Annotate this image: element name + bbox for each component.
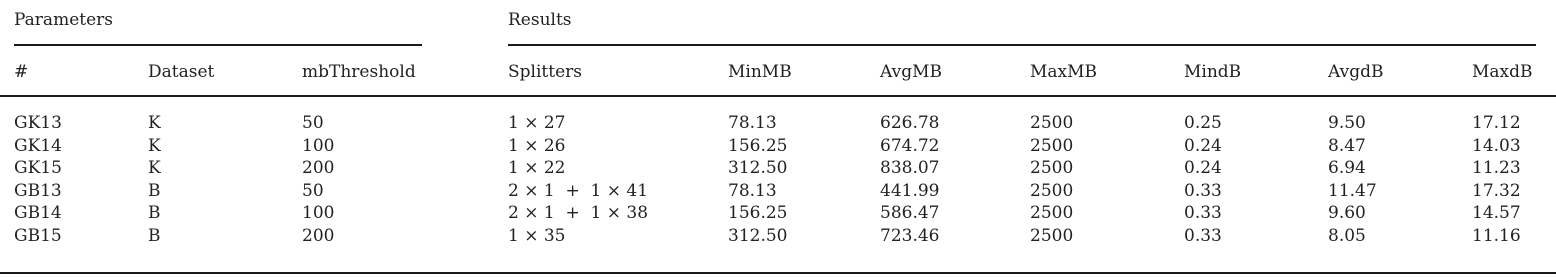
cell-avgmb: 626.78: [880, 113, 940, 133]
cell-avgdb: 11.47: [1328, 180, 1377, 201]
cell-mbthreshold: 200: [302, 226, 335, 246]
col-maxmb-header: MaxMB: [1030, 62, 1098, 82]
cell-id: GB14: [14, 203, 62, 224]
cell-avgdb: 9.60: [1328, 203, 1366, 224]
cell-mindb: 0.33: [1184, 226, 1222, 246]
header-rule: [0, 95, 1556, 97]
results-rule: [508, 44, 1536, 46]
cell-avgdb: 9.50: [1328, 113, 1366, 133]
cell-minmb: 78.13: [728, 180, 777, 201]
cell-mindb: 0.24: [1184, 158, 1222, 179]
cell-dataset: B: [148, 203, 161, 224]
cell-avgmb: 674.72: [880, 135, 940, 156]
cell-maxdb: 17.12: [1472, 113, 1521, 133]
cell-minmb: 312.50: [728, 158, 788, 179]
cell-mbthreshold: 100: [302, 135, 335, 156]
cell-minmb: 78.13: [728, 113, 777, 133]
cell-id: GK13: [14, 113, 62, 133]
cell-avgmb: 441.99: [880, 180, 940, 201]
cell-mindb: 0.33: [1184, 180, 1222, 201]
cell-id: GK15: [14, 158, 62, 179]
column-header-row: [0, 61, 1556, 83]
cell-minmb: 312.50: [728, 226, 788, 246]
col-minmb-header: MinMB: [728, 62, 792, 82]
table-row: [0, 180, 1556, 202]
cell-maxdb: 14.03: [1472, 135, 1521, 156]
cell-avgmb: 723.46: [880, 226, 940, 246]
cell-dataset: K: [148, 158, 161, 179]
parameters-rule: [14, 44, 422, 46]
cell-avgmb: 586.47: [880, 203, 940, 224]
cell-maxmb: 2500: [1030, 158, 1074, 179]
cell-minmb: 156.25: [728, 135, 788, 156]
cell-maxmb: 2500: [1030, 180, 1074, 201]
table-row: [0, 112, 1556, 134]
cell-mindb: 0.24: [1184, 135, 1222, 156]
cell-minmb: 156.25: [728, 203, 788, 224]
cell-dataset: B: [148, 180, 161, 201]
cell-id: GK14: [14, 135, 62, 156]
cell-avgdb: 6.94: [1328, 158, 1366, 179]
table-row: [0, 202, 1556, 224]
cell-splitters: 2 × 1 + 1 × 41: [508, 180, 649, 201]
table-row: [0, 135, 1556, 157]
cell-mbthreshold: 200: [302, 158, 335, 179]
col-dataset-header: Dataset: [148, 62, 215, 82]
cell-splitters: 1 × 27: [508, 113, 566, 133]
cell-maxdb: 17.32: [1472, 180, 1521, 201]
cell-splitters: 1 × 35: [508, 226, 566, 246]
col-avgmb-header: AvgMB: [880, 62, 942, 82]
cell-maxdb: 14.57: [1472, 203, 1521, 224]
cell-id: GB13: [14, 180, 62, 201]
col-avgdb-header: AvgdB: [1328, 62, 1384, 82]
col-splitters-header: Splitters: [508, 62, 582, 82]
group-header-results: Results: [508, 10, 572, 30]
col-id-header: #: [14, 62, 29, 82]
cell-dataset: B: [148, 226, 161, 246]
cell-avgdb: 8.05: [1328, 226, 1366, 246]
cell-dataset: K: [148, 135, 161, 156]
cell-maxdb: 11.16: [1472, 226, 1521, 246]
cell-mbthreshold: 100: [302, 203, 335, 224]
table-row: [0, 157, 1556, 179]
cell-mbthreshold: 50: [302, 180, 324, 201]
cell-avgdb: 8.47: [1328, 135, 1366, 156]
cell-splitters: 2 × 1 + 1 × 38: [508, 203, 649, 224]
col-maxdb-header: MaxdB: [1472, 62, 1533, 82]
col-mindb-header: MindB: [1184, 62, 1242, 82]
table-row: [0, 225, 1556, 247]
cell-maxmb: 2500: [1030, 135, 1074, 156]
cell-maxdb: 11.23: [1472, 158, 1521, 179]
cell-avgmb: 838.07: [880, 158, 940, 179]
cell-splitters: 1 × 22: [508, 158, 566, 179]
cell-splitters: 1 × 26: [508, 135, 566, 156]
bottom-rule: [0, 272, 1556, 274]
cell-mindb: 0.25: [1184, 113, 1222, 133]
cell-dataset: K: [148, 113, 161, 133]
group-header-parameters: Parameters: [14, 10, 113, 30]
cell-mindb: 0.33: [1184, 203, 1222, 224]
cell-mbthreshold: 50: [302, 113, 324, 133]
cell-maxmb: 2500: [1030, 226, 1074, 246]
cell-maxmb: 2500: [1030, 203, 1074, 224]
cell-id: GB15: [14, 226, 62, 246]
cell-maxmb: 2500: [1030, 113, 1074, 133]
col-mbthreshold-header: mbThreshold: [302, 62, 416, 82]
